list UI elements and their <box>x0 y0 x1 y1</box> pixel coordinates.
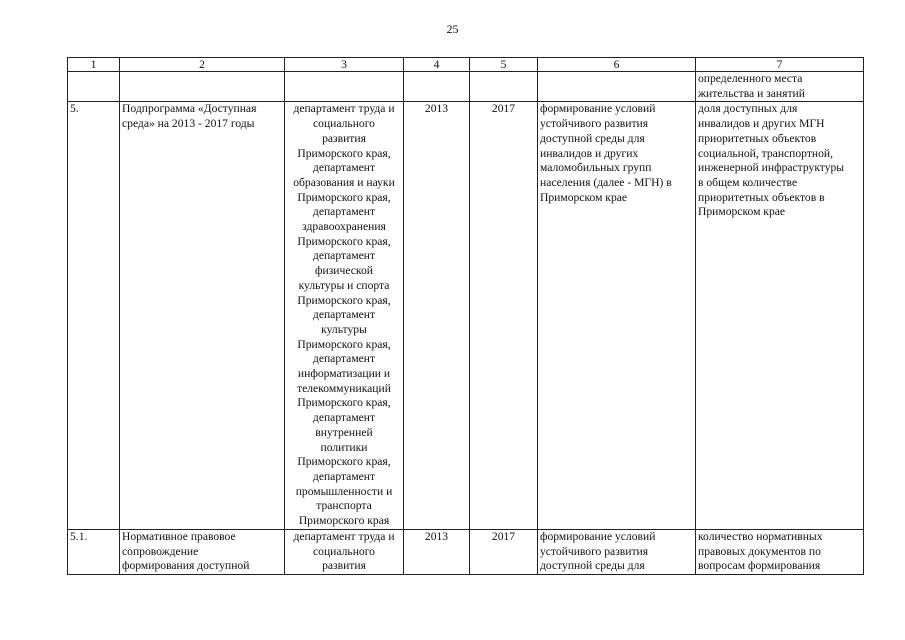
text-line: департамент <box>312 161 376 175</box>
text-line: департамент <box>312 308 376 322</box>
text-line: промышленности и <box>295 484 393 498</box>
text-line: жительства и занятий <box>698 86 805 100</box>
text-line: Приморского края, <box>297 293 391 307</box>
text-line: Приморского края <box>298 514 390 528</box>
text-line: правовых документов по <box>698 544 821 558</box>
text-line: политики <box>320 440 368 454</box>
text-line: определенного места <box>698 72 803 85</box>
text-line: Нормативное правовое <box>122 529 236 543</box>
text-line: вопросам формирования <box>698 559 821 573</box>
table-row <box>68 102 864 529</box>
text-line: устойчивого развития <box>540 117 649 131</box>
start-year: 2013 <box>404 102 470 529</box>
text-line: департамент труда и <box>293 102 395 116</box>
text-line: социальной, транспортной, <box>698 146 833 160</box>
text-line: Приморского края, <box>297 146 391 160</box>
text-line: департамент <box>312 205 376 219</box>
text-line: Приморского края, <box>297 234 391 248</box>
text-line: социального <box>313 117 375 131</box>
column-number: 2 <box>120 58 285 72</box>
text-line: департамент <box>312 352 376 366</box>
column-number: 7 <box>696 58 864 72</box>
text-line: инвалидов и других МГН <box>698 117 825 131</box>
table-row <box>68 529 864 574</box>
cell-text <box>122 530 282 574</box>
text-line: транспорта <box>316 499 372 513</box>
text-line: инвалидов и других <box>540 146 639 160</box>
text-line: образования и науки <box>293 175 395 189</box>
text-line: количество нормативных <box>698 529 823 543</box>
text-line: внутренней <box>315 425 373 439</box>
text-line: Подпрограмма «Доступная <box>122 102 257 116</box>
text-line: развития <box>322 559 366 573</box>
cell-text <box>122 102 282 131</box>
program-name-cell <box>120 102 285 529</box>
text-line: в общем количестве <box>698 175 798 189</box>
text-line: приоритетных объектов <box>698 131 817 145</box>
text-line: культуры и спорта <box>298 278 390 292</box>
column-number: 3 <box>285 58 404 72</box>
text-line: формирование условий <box>540 529 656 543</box>
text-line: департамент <box>312 469 376 483</box>
result-cell <box>538 529 696 574</box>
text-line: сопровождение <box>122 544 199 558</box>
row-number: 5.1. <box>68 529 120 574</box>
text-line: доля доступных для <box>698 102 798 116</box>
text-line: культуры <box>321 322 367 336</box>
text-line: Приморского края, <box>297 396 391 410</box>
indicator-cell <box>696 102 864 529</box>
text-line: здравоохранения <box>302 220 386 234</box>
cell-text <box>540 102 693 205</box>
text-line: Приморского края, <box>297 190 391 204</box>
text-line: инженерной инфраструктуры <box>698 161 845 175</box>
row-number: 5. <box>68 102 120 529</box>
executor-cell <box>285 529 404 574</box>
text-line: формирование условий <box>540 102 656 116</box>
result-cell <box>538 102 696 529</box>
column-number: 5 <box>470 58 538 72</box>
executor-cell <box>285 102 404 529</box>
text-line: телекоммуникаций <box>297 381 391 395</box>
text-line: департамент <box>312 249 376 263</box>
program-name-cell <box>120 529 285 574</box>
column-number: 4 <box>404 58 470 72</box>
text-line: социального <box>313 544 375 558</box>
text-line: устойчивого развития <box>540 544 649 558</box>
text-line: Приморского края, <box>297 337 391 351</box>
column-number: 1 <box>68 58 120 72</box>
text-line: маломобильных групп <box>540 161 652 175</box>
text-line: приоритетных объектов в <box>698 190 825 204</box>
cell-text <box>698 530 861 574</box>
cell-text <box>540 530 693 574</box>
cell-text <box>287 530 401 574</box>
cell-text <box>698 72 861 101</box>
text-line: среда» на 2013 - 2017 годы <box>122 117 255 131</box>
indicator-cell <box>696 72 864 102</box>
cell-text <box>287 102 401 528</box>
column-number-row <box>68 58 864 72</box>
text-line: информатизации и <box>297 367 391 381</box>
end-year: 2017 <box>470 529 538 574</box>
text-line: доступной среды для <box>540 559 645 573</box>
text-line: Приморском крае <box>698 205 786 219</box>
end-year: 2017 <box>470 102 538 529</box>
text-line: физической <box>315 264 373 278</box>
text-line: населения (далее - МГН) в <box>540 175 672 189</box>
text-line: департамент <box>312 411 376 425</box>
page-number: 25 <box>446 22 459 36</box>
indicator-cell <box>696 529 864 574</box>
text-line: развития <box>322 131 366 145</box>
program-table <box>67 57 864 575</box>
text-line: формирования доступной <box>122 559 250 573</box>
column-number: 6 <box>538 58 696 72</box>
cell-text <box>698 102 861 220</box>
text-line: департамент труда и <box>293 529 395 543</box>
start-year: 2013 <box>404 529 470 574</box>
text-line: доступной среды для <box>540 131 645 145</box>
text-line: Приморском крае <box>540 190 628 204</box>
continuation-row <box>68 72 864 102</box>
text-line: Приморского края, <box>297 455 391 469</box>
